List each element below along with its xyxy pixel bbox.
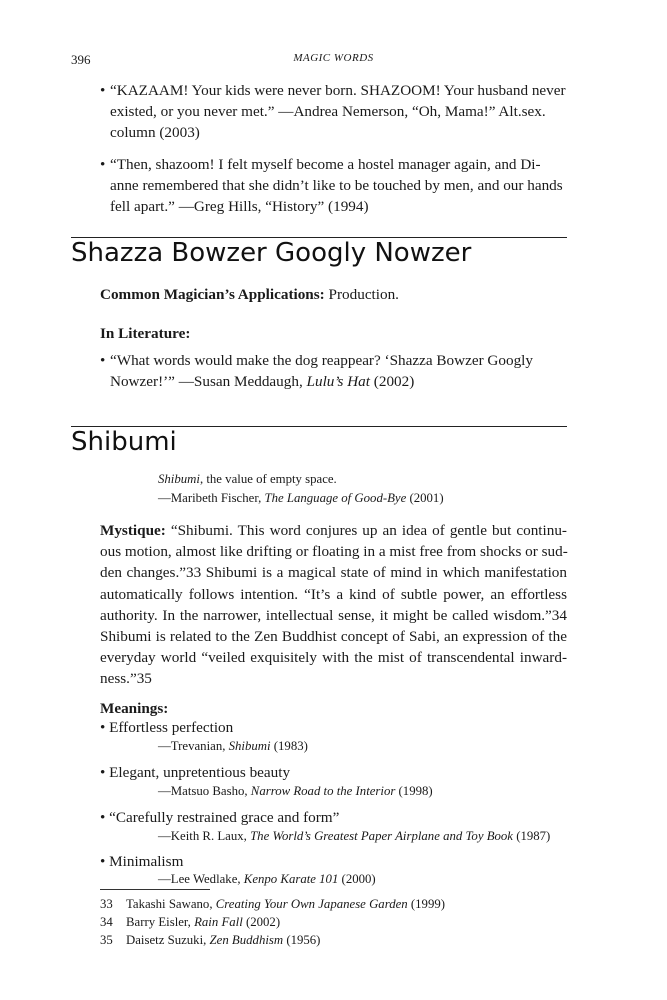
footnote-author: Barry Eisler, [126, 915, 195, 929]
mystique-line: automatically follows intention. “It’s a kind of subtle power, an effortless [100, 585, 567, 603]
footnote-34 [100, 915, 280, 930]
bullet-glyph: • [100, 809, 106, 826]
quote-year: (2002) [370, 373, 415, 390]
epigraph-term: Shibumi [158, 472, 200, 486]
entry-title-shazza: Shazza Bowzer Googly Nowzer [71, 238, 472, 268]
quote-line: anne remembered that she didn’t like to be touched by men, and our hands [110, 177, 563, 194]
mystique-text: “Shibumi. This word conjures up an idea of gentle but continu- [170, 522, 567, 539]
meaning-year: (1987) [513, 829, 551, 843]
meaning-item [100, 719, 233, 737]
meaning-work: Kenpo Karate 101 [243, 872, 339, 886]
footnote-year: (1999) [407, 897, 446, 911]
mystique-line: Shibumi is related to the Zen Buddhist concept of Sabi, an expression of the [100, 628, 567, 646]
quote-line: “KAZAAM! Your kids were never born. SHAZOOM! Your husband never [110, 82, 566, 99]
quote-line: fell apart.” —Greg Hills, “History” (1994) [110, 198, 369, 215]
meaning-item [100, 809, 339, 827]
footnote-number: 33 [100, 897, 113, 911]
literature-label: In Literature: [100, 325, 191, 342]
meaning-item [100, 853, 183, 871]
mystique-line: ous motion, almost like drifting or floating in a mist free from shocks or sud- [100, 543, 568, 561]
epigraph-author: —Maribeth Fischer, [158, 491, 265, 505]
meaning-source [158, 872, 376, 887]
meaning-work: Narrow Road to the Interior [250, 784, 396, 798]
quote-line: “Then, shazoom! I felt myself become a hostel manager again, and Di- [110, 156, 541, 173]
bullet-glyph: • [100, 719, 106, 736]
meaning-text: “Carefully restrained grace and form” [109, 809, 340, 826]
footnote-33 [100, 897, 445, 912]
epigraph-attribution [158, 489, 444, 508]
applications-line [100, 286, 399, 304]
meaning-source [158, 829, 550, 844]
bullet-glyph: • [100, 156, 106, 173]
quote-shazza [100, 350, 533, 392]
meaning-work: The World’s Greatest Paper Airplane and Toy Book [250, 829, 513, 843]
quote-kazaam-2 [100, 154, 563, 217]
footnote-number: 34 [100, 915, 113, 929]
meaning-year: (1998) [395, 784, 433, 798]
meaning-source [158, 784, 433, 799]
footnote-author: Daisetz Suzuki, [126, 933, 210, 947]
meaning-year: (1983) [270, 739, 308, 753]
epigraph [158, 470, 444, 508]
epigraph-text: , the value of empty space. [199, 472, 337, 486]
mystique-line [100, 520, 567, 541]
meaning-author: —Matsuo Basho, [158, 784, 251, 798]
footnote-number: 35 [100, 933, 113, 947]
meaning-work: Shibumi [228, 739, 271, 753]
footnote-35 [100, 933, 320, 948]
applications-value: Production. [328, 286, 399, 303]
footnote-year: (2002) [242, 915, 281, 929]
meanings-label: Meanings: [100, 700, 169, 717]
meaning-text: Effortless perfection [109, 719, 234, 736]
mystique-paragraph [100, 520, 567, 690]
quote-line: column (2003) [110, 124, 200, 141]
applications-label: Common Magician’s Applications: [100, 286, 325, 303]
page-number: 396 [71, 52, 91, 67]
mystique-line: den changes.”33 Shibumi is a magical state of mind in which manifestation [100, 564, 567, 582]
meaning-text: Minimalism [109, 853, 184, 870]
bullet-glyph: • [100, 853, 106, 870]
quote-kazaam-1 [100, 80, 566, 143]
mystique-line: ness.”35 [100, 670, 152, 688]
epigraph-year: (2001) [406, 491, 444, 505]
running-head: MAGIC WORDS [293, 52, 374, 64]
mystique-line: everyday world “veiled exquisitely with the mist of transcendental inward- [100, 649, 567, 667]
epigraph-line [158, 470, 444, 489]
bullet-glyph: • [100, 352, 106, 369]
meaning-item [100, 764, 290, 782]
quote-line [110, 371, 533, 392]
quote-line: existed, or you never met.” —Andrea Nemerson, “Oh, Mama!” Alt.sex. [110, 103, 546, 120]
entry-title-shibumi: Shibumi [71, 427, 177, 457]
mystique-label: Mystique: [100, 522, 166, 539]
meaning-year: (2000) [338, 872, 376, 886]
mystique-line: authority. In the narrower, intellectual sense, it might be called wisdom.”34 [100, 606, 567, 624]
footnote-author: Takashi Sawano, [126, 897, 216, 911]
quote-line: “What words would make the dog reappear? ‘Shazza Bowzer Googly [110, 352, 533, 369]
footnote-year: (1956) [283, 933, 321, 947]
epigraph-work: The Language of Good-Bye [264, 491, 407, 505]
meaning-text: Elegant, unpretentious beauty [109, 764, 291, 781]
footnote-work: Rain Fall [194, 915, 243, 929]
quote-line-text: Nowzer!’” —Susan Meddaugh, [110, 373, 307, 390]
quote-work: Lulu’s Hat [306, 373, 370, 390]
bullet-glyph: • [100, 82, 106, 99]
footnote-rule [100, 889, 210, 890]
bullet-glyph: • [100, 764, 106, 781]
meaning-author: —Lee Wedlake, [158, 872, 244, 886]
meaning-author: —Trevanian, [158, 739, 229, 753]
meaning-source [158, 739, 308, 754]
footnote-work: Creating Your Own Japanese Garden [215, 897, 408, 911]
footnote-work: Zen Buddhism [209, 933, 284, 947]
meaning-author: —Keith R. Laux, [158, 829, 251, 843]
